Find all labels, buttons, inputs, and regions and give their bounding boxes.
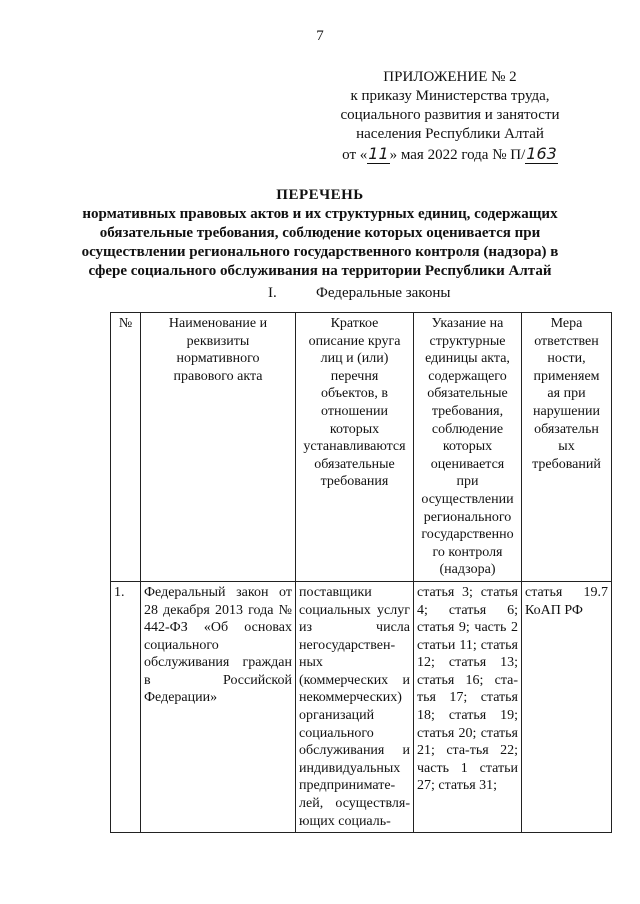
header-text-line: перечня: [330, 368, 379, 384]
header-text-line: Мера: [550, 316, 583, 331]
header-text-line: обязательные: [314, 456, 395, 472]
header-structural-units: [414, 313, 522, 582]
header-text-line: го контроля: [432, 544, 503, 560]
header-text-line: отношении: [321, 403, 388, 419]
header-text-line: Краткое: [330, 316, 379, 331]
header-text-line: соблюдение: [431, 421, 504, 437]
header-text-line: нарушении: [533, 403, 600, 419]
header-text-line: лиц и (или): [320, 351, 389, 367]
header-text-line: требования: [320, 474, 389, 490]
header-text-line: описание круга: [308, 333, 401, 349]
title-line-3: осуществлении регионального государственного контроля (надзора) в: [81, 244, 559, 260]
header-text-line: регионального: [423, 509, 512, 525]
header-text-line: нормативного: [176, 351, 260, 367]
header-text-line: Наименование и: [168, 316, 268, 331]
row-number: 1.: [111, 581, 141, 832]
header-text-line: которых: [329, 421, 380, 437]
row-subjects: поставщики социальных услуг из числа негосударствен-ных (коммерческих и некоммерческих) организаций социального обслуживания и индивидуальных предпринимате-лей, осуществля-ющих социаль-: [296, 581, 414, 832]
appendix-line-2: социального развития и занятости: [340, 107, 560, 123]
header-text-line: ых: [558, 439, 575, 455]
header-text-line: оценивается: [430, 456, 505, 472]
handwritten-order-number: 163: [526, 144, 557, 163]
header-text-line: при: [456, 474, 479, 490]
row-liability: статья 19.7 КоАП РФ: [522, 581, 612, 832]
header-text-line: требования,: [431, 403, 504, 419]
section-name: Федеральные законы: [316, 285, 451, 301]
header-text-line: структурные: [429, 333, 506, 349]
title-line-2: обязательные требования, соблюдение которых оценивается при: [99, 225, 541, 241]
section-heading: [268, 285, 450, 302]
document-title: [0, 186, 640, 281]
header-text-line: №: [118, 316, 133, 331]
header-text-line: объектов, в: [321, 386, 388, 402]
acts-table: [110, 312, 612, 833]
header-text-line: единицы акта,: [425, 351, 510, 367]
header-text-line: обязательн: [534, 421, 599, 437]
header-text-line: ности,: [547, 351, 586, 367]
appendix-title: ПРИЛОЖЕНИЕ № 2: [383, 69, 517, 85]
appendix-line-3: населения Республики Алтай: [356, 126, 544, 142]
header-text-line: обязательные: [427, 386, 508, 402]
header-text-line: устанавливаются: [303, 439, 406, 455]
page-number: 7: [316, 28, 324, 44]
header-text-line: ответствен: [534, 333, 599, 349]
order-date-line: [300, 144, 600, 165]
header-text-line: реквизиты: [186, 333, 250, 349]
row-structural-units: статья 3; статья 4; статья 6; статья 9; часть 2 статьи 11; статья 12; статья 13; статья 16; ста-тья 17; статья 18; статья 19; статья 20; статья 21; ста-тья 22; часть 1 статьи 27; статья 31;: [414, 581, 522, 832]
order-middle: » мая 2022 года № П/: [389, 147, 526, 163]
header-text-line: применяем: [533, 368, 600, 384]
title-line-4: сфере социального обслуживания на территории Республики Алтай: [88, 263, 552, 279]
header-text-line: осуществлении: [421, 491, 514, 507]
table-header-row: [111, 313, 612, 582]
title-line-1: нормативных правовых актов и их структурных единиц, содержащих: [82, 206, 558, 222]
header-text-line: содержащего: [428, 368, 507, 384]
handwritten-day: 11: [368, 144, 389, 163]
table-row: [111, 581, 612, 832]
header-number: [111, 313, 141, 582]
header-liability: [522, 313, 612, 582]
appendix-block: [300, 68, 600, 165]
header-text-line: правового акта: [173, 368, 263, 384]
appendix-line-1: к приказу Министерства труда,: [350, 88, 550, 104]
header-act-name: [141, 313, 296, 582]
header-text-line: которых: [442, 439, 493, 455]
row-act-name: Федеральный закон от 28 декабря 2013 года № 442-ФЗ «Об основах социального обслуживания граждан в Российской Федерации»: [141, 581, 296, 832]
header-text-line: государственно: [421, 527, 514, 543]
header-text-line: (надзора): [439, 562, 496, 578]
title-heading: ПЕРЕЧЕНЬ: [276, 187, 364, 203]
header-text-line: Указание на: [431, 316, 504, 331]
header-text-line: требований: [532, 456, 601, 472]
section-number: I.: [268, 285, 277, 301]
order-prefix: от «: [342, 147, 368, 163]
header-subjects: [296, 313, 414, 582]
header-text-line: ая при: [547, 386, 586, 402]
